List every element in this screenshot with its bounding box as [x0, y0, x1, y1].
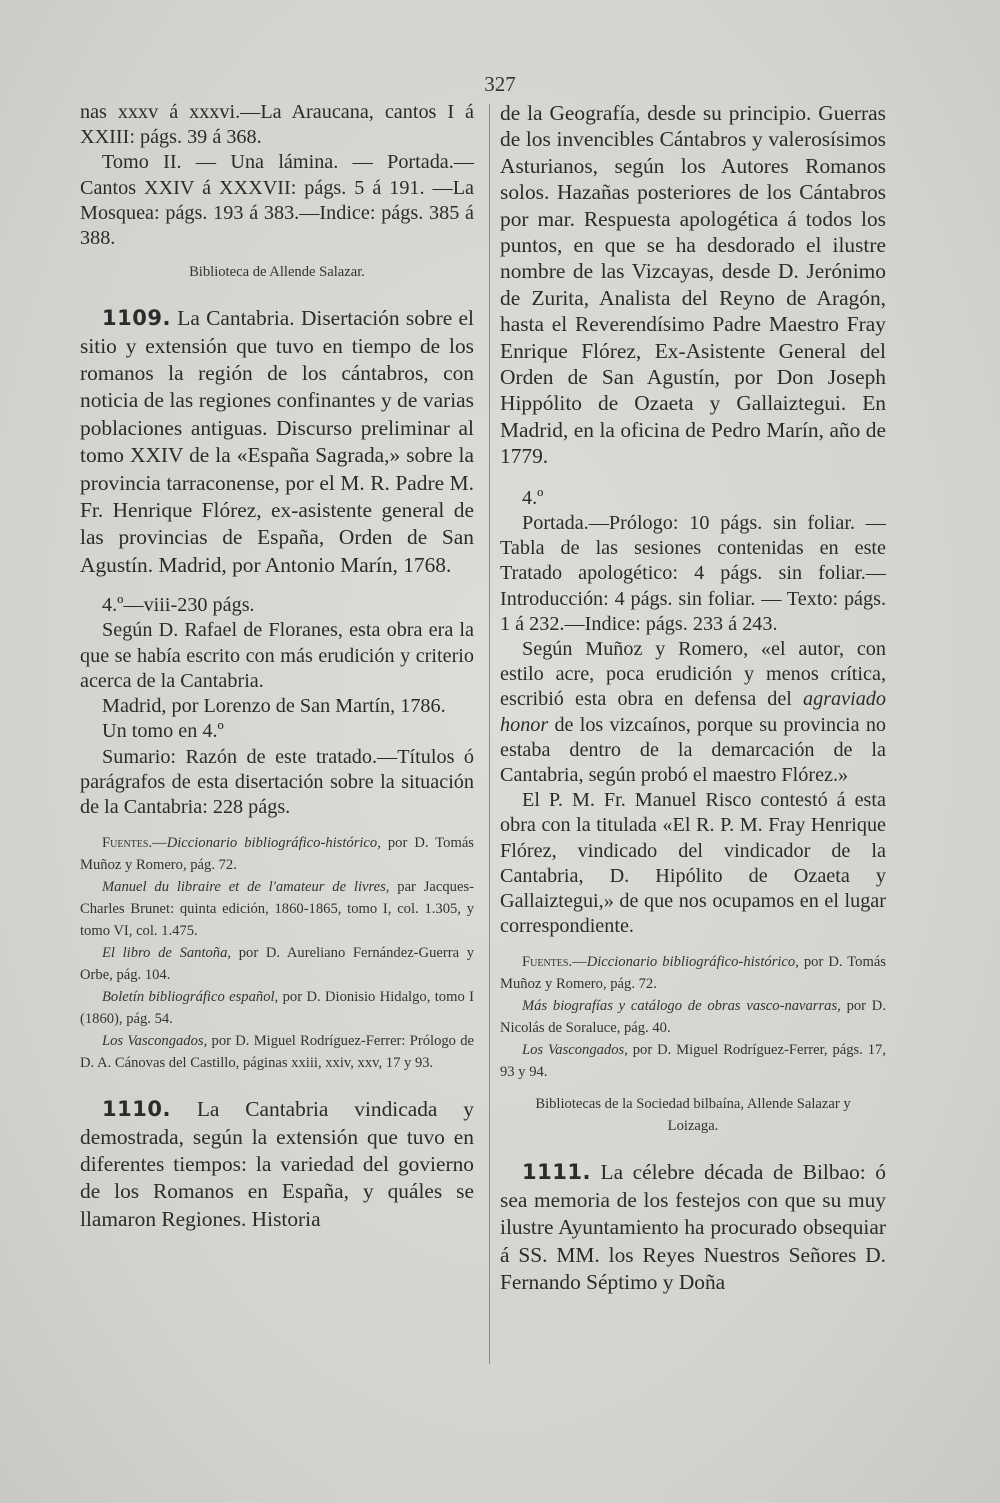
source-title: Más biografías y catálogo de obras vasco-navarras,	[522, 998, 841, 1015]
source-detail: por D. Miguel Rodríguez-Ferrer, págs. 17, 93 y 94.	[500, 1042, 886, 1081]
munoz-text-a: Según Muñoz y Romero, «el autor, con estilo acre, poca erudición y menos crítica, escribió esta obra en defensa del	[500, 637, 886, 711]
fuentes-item	[80, 942, 474, 986]
risco-note: El P. M. Fr. Manuel Risco contestó á esta obra con la titulada «El R. P. M. Fray Henrique Flórez, vindicado del vindicador de la Cantabria, D. Hipólito de Ozaeta y Gallaiztegui,» de que nos ocupamos en el lugar correspondiente.	[500, 789, 886, 938]
munoz-text-b: de los vizcaínos, porque su provincia no estaba dentro de la demarcación de la Cantabria, según probó el maestro Flórez.»	[500, 713, 887, 786]
floranes-note: Según D. Rafael de Floranes, esta obra era la que se había escrito con más erudición y criterio acerca de la Cantabria.	[80, 619, 474, 692]
fuentes-block	[80, 832, 474, 1074]
munoz-note	[500, 637, 886, 788]
source-title: El libro de Santoña,	[102, 945, 232, 962]
entry-text: La Cantabria vindicada y demostrada, según la extensión que tuvo en diferentes tiempos: la variedad del govierno de los Romanos en España, y quáles se llamaron Regiones. Historia	[80, 1097, 474, 1231]
entry-1111	[500, 1159, 886, 1296]
tomo-ii-description: Tomo II. — Una lámina. — Portada.— Cantos XXIV á XXXVII: págs. 5 á 191. —La Mosquea: págs. 193 á 383.—Indice: págs. 385 á 388.	[80, 151, 474, 250]
fuentes-label: Fuentes.	[522, 954, 573, 971]
entry-1110-continuation: de la Geografía, desde su principio. Guerras de los invencibles Cántabros y valerosísimos Asturianos, según los Autores Romanos solos. Hazañas posteriores de los Cántabros por mar. Respuesta apologética á todos los puntos, en que se ha desdorado el ilustre nombre de las Vizcayas, desde D. Jerónimo de Zurita, Analista del Reyno de Aragón, hasta el Reverendísimo Padre Maestro Fray Enrique Flórez, Ex-Asistente General del Orden de San Agustín, por Don Joseph Hippólito de Ozaeta y Gallaiztegui. En Madrid, en la oficina de Pedro Marín, año de 1779.	[500, 101, 886, 469]
fuentes-item	[500, 995, 886, 1039]
entry-number: 1109.	[102, 306, 171, 331]
column-divider	[489, 104, 490, 1364]
library-note: Biblioteca de Allende Salazar.	[189, 264, 365, 281]
fuentes-item	[80, 876, 474, 942]
entry-text: La célebre década de Bilbao: ó sea memoria de los festejos con que su muy ilustre Ayuntamiento ha procurado obsequiar á SS. MM. los Reyes Nuestros Señores D. Fernando Séptimo y Doña	[500, 1160, 886, 1294]
fuentes-item: Fuentes.—Diccionario bibliográfico-histórico, por D. Tomás Muñoz y Romero, pág. 72.	[500, 954, 886, 993]
source-title: Los Vascongados,	[102, 1033, 208, 1050]
fuentes-block	[500, 951, 886, 1083]
source-detail: por D. Miguel Rodríguez-Ferrer: Prólogo de D. A. Cánovas del Castillo, páginas xxiii, xxiv, xxv, 17 y 93.	[80, 1033, 475, 1072]
page-number: 327	[484, 72, 516, 96]
source-title: Manuel du libraire et de l'amateur de livres,	[102, 879, 390, 896]
format-line: 4.º	[522, 486, 544, 509]
portada-description: Portada.—Prólogo: 10 págs. sin foliar. —Tabla de las sesiones contenidas en este Tratado apologético: 4 págs. sin foliar.— Introducción: 4 págs. sin foliar. — Texto: págs. 1 á 232.—Indice: págs. 233 á 243.	[500, 511, 886, 635]
entry-number: 1110.	[102, 1097, 171, 1122]
source-title: Boletín bibliográfico español,	[102, 989, 279, 1006]
source-detail: por D. Aureliano Fernández-Guerra y Orbe, pág. 104.	[80, 945, 475, 984]
source-detail: por D. Tomás Muñoz y Romero, pág. 72.	[500, 954, 886, 993]
entry-1109	[80, 305, 474, 579]
source-title: Diccionario bibliográfico-histórico,	[586, 954, 799, 971]
tomo-line: Un tomo en 4.º	[102, 720, 224, 743]
entry-number: 1111.	[522, 1160, 591, 1185]
source-detail: por D. Tomás Muñoz y Romero, pág. 72.	[80, 835, 474, 874]
madrid-edition: Madrid, por Lorenzo de San Martín, 1786.	[102, 695, 446, 718]
source-title: Diccionario bibliográfico-histórico,	[166, 835, 381, 852]
entry-1110	[80, 1096, 474, 1233]
source-detail: par Jacques-Charles Brunet: quinta edición, 1860-1865, tomo I, col. 1.305, y tomo VI, col. 1.475.	[80, 879, 474, 940]
fuentes-item	[500, 1039, 886, 1083]
entry-text: La Cantabria. Disertación sobre el sitio y extensión que tuvo en tiempo de los romanos la región de los cántabros, con noticia de las regiones confinantes y de varias poblaciones antiguas. Discurso preliminar al tomo XXIV de la «España Sagrada,» sobre la provincia tarraconense, por el M. R. Padre M. Fr. Henrique Flórez, ex-asistente general de las provincias de España, Orden de San Agustín. Madrid, por Antonio Marín, 1768.	[80, 306, 474, 577]
fuentes-label: Fuentes.	[102, 835, 153, 852]
source-title: Los Vascongados,	[522, 1042, 628, 1059]
right-column	[500, 100, 886, 1296]
left-column	[80, 100, 474, 1233]
fuentes-item	[80, 1030, 474, 1074]
fuentes-item	[80, 986, 474, 1030]
library-note: Bibliotecas de la Sociedad bilbaína, Allende Salazar y Loizaga.	[535, 1096, 851, 1135]
fuentes-item: Fuentes.—Diccionario bibliográfico-histórico, por D. Tomás Muñoz y Romero, pág. 72.	[80, 835, 474, 874]
munoz-italic: agraviado honor	[500, 688, 886, 736]
source-detail: por D. Dionisio Hidalgo, tomo I (1860), pág. 54.	[80, 989, 474, 1028]
sumario: Sumario: Razón de este tratado.—Títulos ó parágrafos de esta disertación sobre la situación de la Cantabria: 228 págs.	[80, 745, 474, 818]
continuation-text: nas xxxv á xxxvi.—La Araucana, cantos I á XXIII: págs. 39 á 368.	[80, 101, 474, 149]
source-detail: por D. Nicolás de Soraluce, pág. 40.	[500, 998, 886, 1037]
format-line: 4.º—viii-230 págs.	[102, 594, 255, 617]
